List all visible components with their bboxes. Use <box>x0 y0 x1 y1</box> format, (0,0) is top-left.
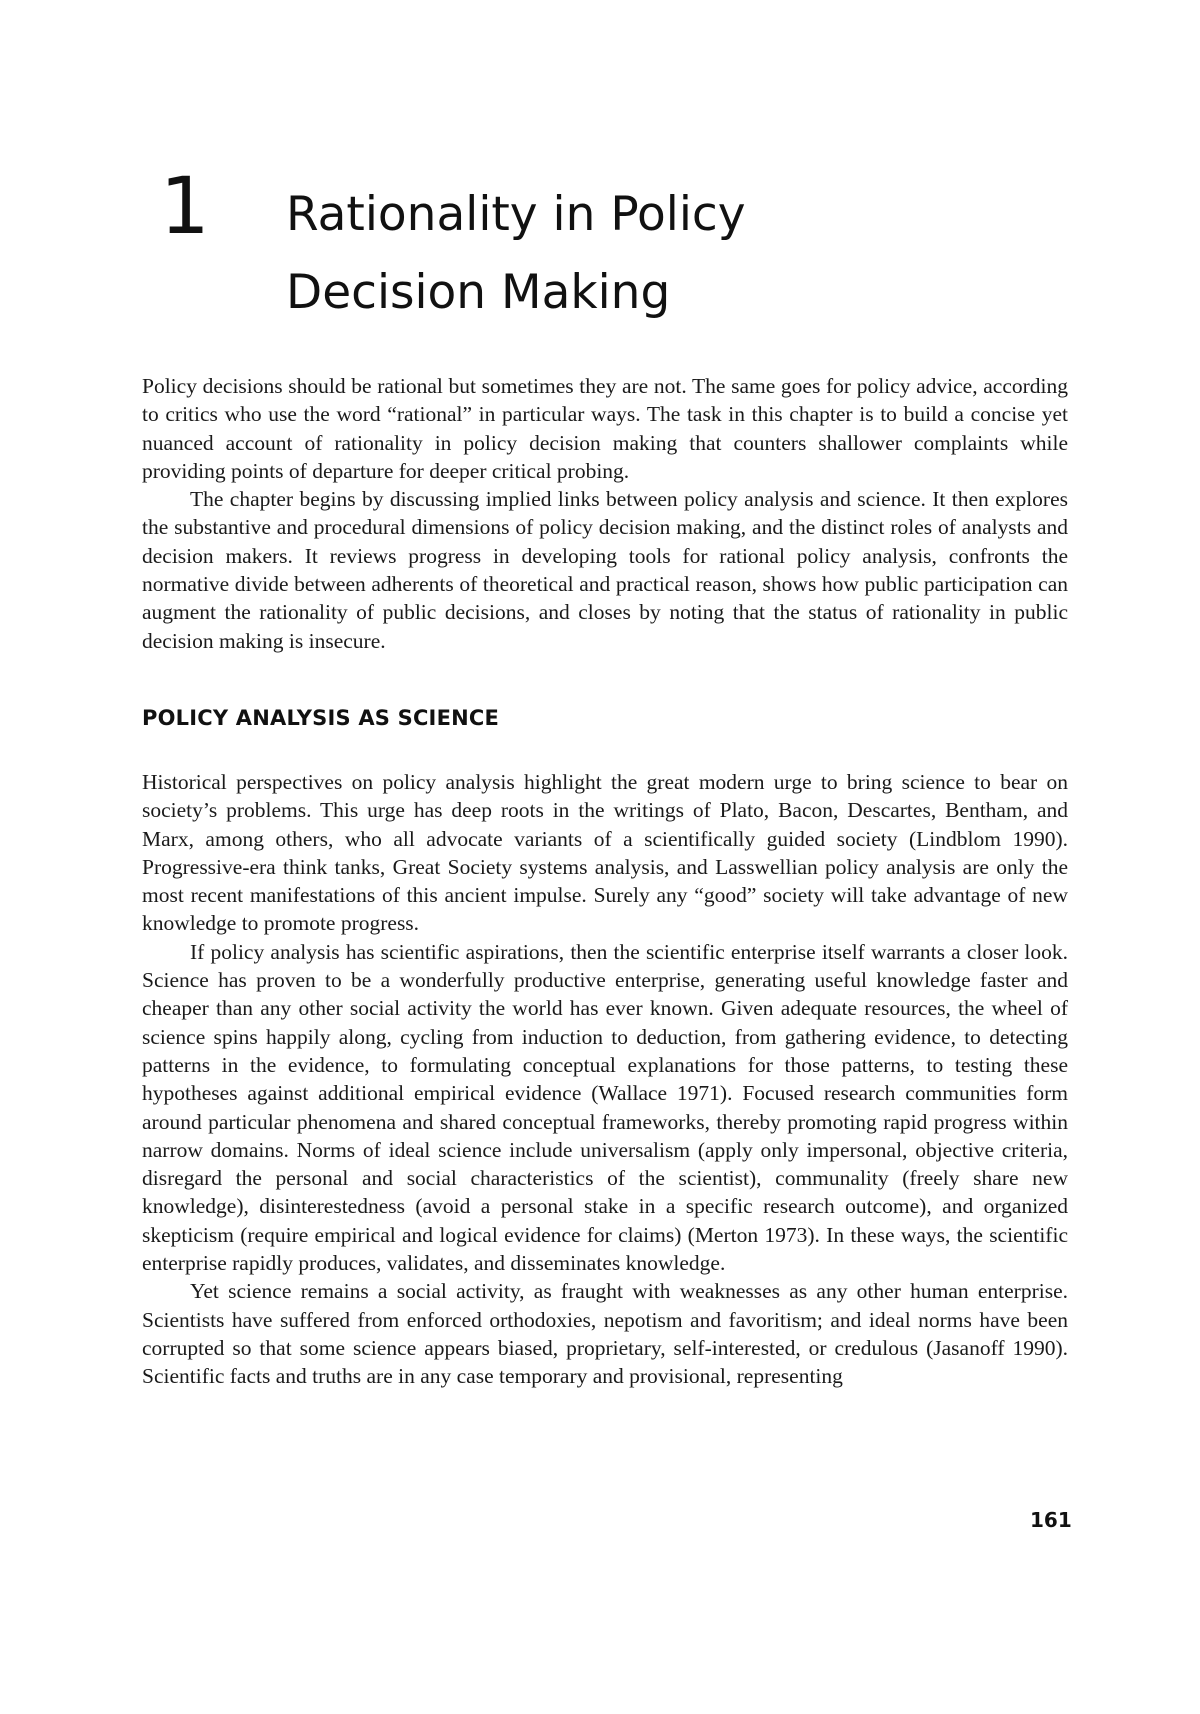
section-heading: POLICY ANALYSIS AS SCIENCE <box>142 706 500 730</box>
chapter-title-line-1: Rationality in Policy <box>286 187 746 242</box>
section-paragraph-2: If policy analysis has scientific aspirations, then the scientific enterprise itself warrants a closer look. Science has proven to be a wonderfully productive enterprise, generating useful knowledge faster and cheaper than any other social activity the world has ever known. Given adequate resources, the wheel of science spins happily along, cycling from induction to deduction, from gathering evidence, to detecting patterns in the evidence, to formulating conceptual explanations for those patterns, to testing these hypotheses against additional empirical evidence (Wallace 1971). Focused research communities form around particular phenomena and shared conceptual frameworks, thereby promoting rapid progress within narrow domains. Norms of ideal science include universalism (apply only impersonal, objective criteria, disregard the personal and social characteristics of the scientist), communality (freely share new knowledge), disinterestedness (avoid a personal stake in a specific research outcome), and organized skepticism (require empirical and logical evidence for claims) (Merton 1973). In these ways, the scientific enterprise rapidly produces, validates, and disseminates knowledge. <box>142 939 1068 1276</box>
chapter-number: 1 <box>160 162 210 252</box>
intro-text <box>142 372 1068 655</box>
section-paragraph-1: Historical perspectives on policy analysis highlight the great modern urge to bring science to bear on society’s problems. This urge has deep roots in the writings of Plato, Bacon, Descartes, Bentham, and Marx, among others, who all advocate variants of a scientifically guided society (Lindblom 1990). Progressive-era think tanks, Great Society systems analysis, and Lasswellian policy analysis are only the most recent manifestations of this ancient impulse. Surely any “good” society will take advantage of new knowledge to promote progress. <box>142 770 1068 936</box>
section-body <box>142 768 1068 1391</box>
section-paragraph-3: Yet science remains a social activity, as fraught with weaknesses as any other human enterprise. Scientists have suffered from enforced orthodoxies, nepotism and favoritism; and ideal norms have been corrupted so that some science appears biased, proprietary, self-interested, or credulous (Jasanoff 1990). Scientific facts and truths are in any case temporary and provisional, representing <box>142 1279 1068 1389</box>
page-number: 161 <box>1030 1508 1072 1532</box>
chapter-title <box>286 176 986 332</box>
intro-paragraph-2: The chapter begins by discussing implied links between policy analysis and science. It then explores the substantive and procedural dimensions of policy decision making, and the distinct roles of analysts and decision makers. It reviews progress in developing tools for rational policy analysis, confronts the normative divide between adherents of theoretical and practical reason, shows how public participation can augment the rationality of public decisions, and closes by noting that the status of rationality in public decision making is insecure. <box>142 487 1068 653</box>
chapter-title-line-2: Decision Making <box>286 265 671 320</box>
intro-paragraph-1: Policy decisions should be rational but sometimes they are not. The same goes for policy advice, according to critics who use the word “rational” in particular ways. The task in this chapter is to build a concise yet nuanced account of rationality in policy decision making that counters shallower complaints while providing points of departure for deeper critical probing. <box>142 374 1068 483</box>
